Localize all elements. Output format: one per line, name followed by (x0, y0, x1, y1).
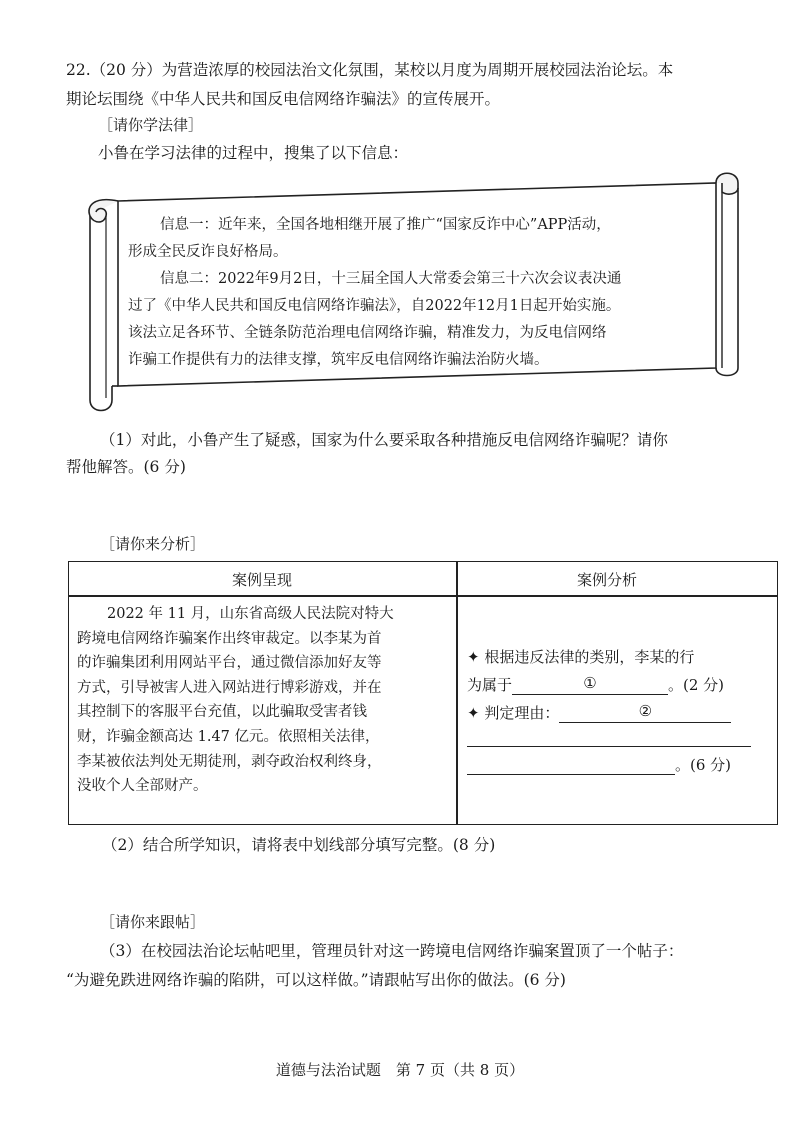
page-footer: 道德与法治试题 第 7 页（共 8 页） (275, 1061, 525, 1079)
analysis-bullet-1-prefix: 为属于 (467, 676, 513, 694)
score-1: 。(2 分) (668, 676, 725, 694)
question-3-line-2: “为避免跌进网络诈骗的陷阱，可以这样做。”请跟帖写出你的做法。(6 分) (66, 971, 566, 989)
analysis-answer-line-3 (467, 754, 731, 775)
question-1-line-2: 帮他解答。(6 分) (66, 458, 186, 476)
score-2: 。(6 分) (675, 756, 732, 774)
table-header-divider (69, 595, 777, 597)
scroll-line: 信息二：2022年9月2日，十三届全国人大常委会第三十六次会议表决通 (160, 271, 622, 287)
scroll-line: 信息一：近年来，全国各地相继开展了推广“国家反诈中心”APP活动， (160, 217, 611, 233)
answer-underline[interactable] (467, 726, 751, 747)
case-line: 跨境电信网络诈骗案作出终审裁定。以李某为首 (77, 630, 382, 647)
case-line: 的诈骗集团利用网站平台，通过微信添加好友等 (77, 655, 382, 672)
table-header-case: 案例呈现 (232, 571, 293, 589)
scroll-line: 诈骗工作提供有力的法律支撑，筑牢反电信网络诈骗法治防火墙。 (128, 352, 549, 368)
blank-2[interactable]: ② (559, 702, 731, 723)
scroll-line: 过了《中华人民共和国反电信网络诈骗法》，自2022年12月1日起开始实施。 (128, 298, 621, 314)
section-heading-learn-law: ［请你学法律］ (98, 116, 204, 134)
analysis-bullet-1-line-2 (467, 674, 724, 695)
case-line: 2022 年 11 月，山东省高级人民法院对特大 (107, 606, 394, 622)
case-line: 方式，引导被害人进入网站进行博彩游戏，并在 (77, 679, 382, 696)
case-description (77, 602, 449, 799)
case-line: 没收个人全部财产。 (77, 778, 208, 795)
question-3-line-1: （3）在校园法治论坛帖吧里，管理员针对这一跨境电信网络诈骗案置顶了一个帖子： (100, 942, 684, 960)
question-1-line-1: （1）对此，小鲁产生了疑惑，国家为什么要采取各种措施反电信网络诈骗呢？请你 (100, 431, 668, 449)
question-stem-line-2: 期论坛围绕《中华人民共和国反电信网络诈骗法》的宣传展开。 (66, 90, 501, 108)
question-2: （2）结合所学知识，请将表中划线部分填写完整。(8 分) (102, 836, 496, 854)
case-analysis-table (68, 561, 778, 825)
section-heading-follow: ［请你来跟帖］ (100, 913, 206, 931)
analysis-bullet-1-line-1: ✦ 根据违反法律的类别，李某的行 (467, 648, 695, 666)
scroll-line: 形成全民反诈良好格局。 (128, 244, 288, 260)
analysis-bullet-2-prefix: ✦ 判定理由： (467, 704, 560, 722)
scroll-line: 该法立足各环节、全链条防范治理电信网络诈骗，精准发力，为反电信网络 (128, 325, 607, 341)
question-stem-line-1: 22.（20 分）为营造浓厚的校园法治文化氛围，某校以月度为周期开展校园法治论坛。本 (66, 61, 674, 79)
blank-1[interactable]: ① (512, 674, 668, 695)
table-header-analysis: 案例分析 (577, 571, 638, 589)
learn-law-intro: 小鲁在学习法律的过程中，搜集了以下信息： (98, 144, 409, 162)
analysis-answer-line-2 (467, 726, 751, 747)
answer-underline[interactable] (467, 754, 675, 775)
case-line: 李某被依法判处无期徒刑，剥夺政治权利终身， (77, 753, 382, 770)
case-line: 其控制下的客服平台充值，以此骗取受害者钱 (77, 704, 367, 721)
section-heading-analyze: ［请你来分析］ (100, 535, 206, 553)
info-scroll (82, 168, 744, 418)
table-column-divider (456, 562, 458, 824)
analysis-bullet-2-line-1 (467, 702, 731, 723)
case-line: 财，诈骗金额高达 1.47 亿元。依照相关法律， (77, 728, 380, 745)
